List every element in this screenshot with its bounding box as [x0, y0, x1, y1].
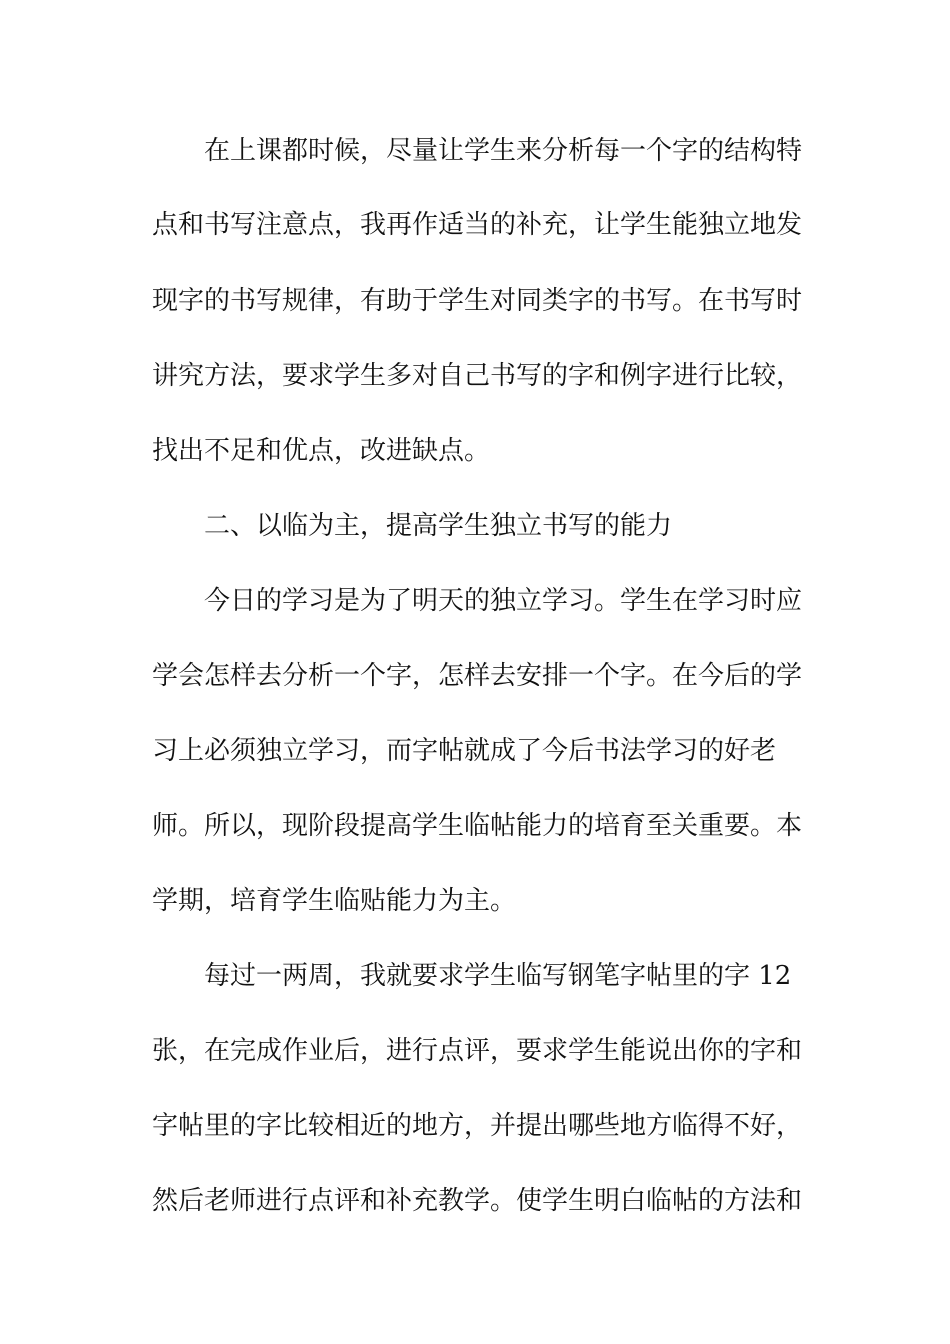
text-line: 每过一两周，我就要求学生临写钢笔字帖里的字 12 [204, 961, 792, 991]
text-line: 然后老师进行点评和补充教学。使学生明白临帖的方法和 [152, 1186, 803, 1216]
text-line: 学会怎样去分析一个字，怎样去安排一个字。在今后的学 [152, 661, 803, 691]
text-line: 点和书写注意点，我再作适当的补充，让学生能独立地发 [152, 210, 803, 240]
text-line: 张，在完成作业后，进行点评，要求学生能说出你的字和 [152, 1036, 803, 1066]
section-heading: 二、以临为主，提高学生独立书写的能力 [204, 511, 673, 541]
text-line: 学期，培育学生临贴能力为主。 [152, 886, 517, 916]
text-line: 今日的学习是为了明天的独立学习。学生在学习时应 [204, 586, 803, 616]
text-line: 在上课都时候，尽量让学生来分析每一个字的结构特 [204, 136, 803, 166]
text-line: 现字的书写规律，有助于学生对同类字的书写。在书写时 [152, 286, 803, 316]
text-line: 讲究方法，要求学生多对自己书写的字和例字进行比较， [152, 361, 803, 391]
text-line: 找出不足和优点，改进缺点。 [152, 436, 491, 466]
text-line: 师。所以，现阶段提高学生临帖能力的培育至关重要。本 [152, 811, 803, 841]
text-line: 字帖里的字比较相近的地方，并提出哪些地方临得不好， [152, 1111, 803, 1141]
text-line: 习上必须独立学习，而字帖就成了今后书法学习的好老 [152, 736, 777, 766]
